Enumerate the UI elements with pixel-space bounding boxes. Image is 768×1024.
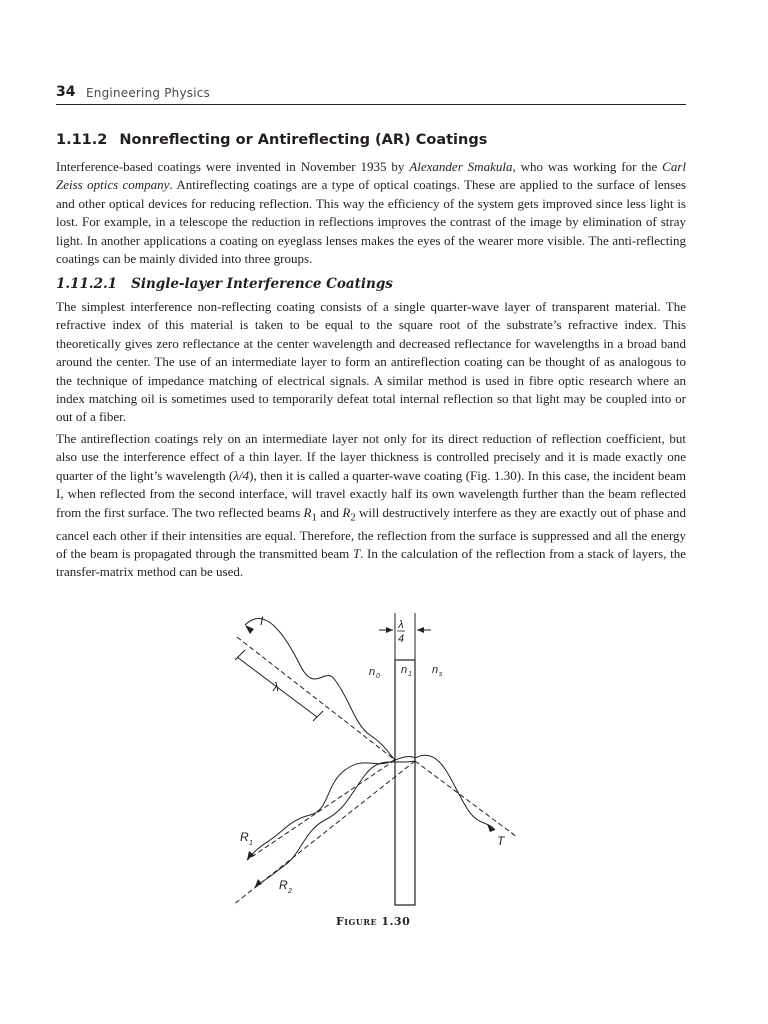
- label-r2: R: [279, 878, 288, 892]
- book-title: Engineering Physics: [86, 86, 210, 100]
- section-number: 1.11.2: [56, 132, 108, 148]
- subsection-title: Single-layer Interference Coatings: [131, 276, 393, 292]
- coating-layer: [395, 660, 415, 905]
- label-wavelength: λ: [273, 680, 279, 694]
- label-n0-sub: 0: [376, 673, 380, 680]
- label-quarter-num: λ: [398, 619, 404, 631]
- paragraph-intro: Interference-based coatings were invented in November 1935 by Alexander Smakula, who was working for the Carl Zeiss optics company. Antireflecting coatings are a type of optical coatings. These are applied to the surface of lenses and other optical devices for reducing reflection. This way the efficiency of the system gets improved since less light is lost. For example, in a telescope the reduction in reflections improves the contrast of the image by elimination of stray light. In another applications a coating on eyeglass lenses makes the eyes of the wearer more visible. The anti-reflecting coatings can be mainly divided into three groups.: [56, 159, 686, 267]
- label-r2-sub: 2: [288, 888, 292, 895]
- company-name: Carl Zeiss optics company: [56, 159, 686, 193]
- paragraph-single-layer: The simplest interference non-reflecting coating consists of a single quarter-wave layer of transparent material. The refractive index of this material is taken to be equal to the square root of the substrate’s refractive index. This theoretically gives zero reflectance at the center wavelength and decreased reflectance for wavelengths in a broad band around the center. The use of an intermediate layer to form an antireflection coating can be thought of as analogous to the technique of impedance matching of electrical signals. A similar method is used in fibre optic research where an index matching oil is sometimes used to temporarily defeat total internal reflection so that light may be coupled into or out of a fiber.: [56, 299, 686, 425]
- section-heading: [56, 132, 487, 148]
- label-n0: n: [369, 666, 376, 678]
- subsection-heading: [56, 276, 393, 292]
- thickness-arrowhead-left: [386, 627, 393, 633]
- incident-axis: [237, 637, 395, 760]
- wavelength-tick-2: [313, 711, 323, 721]
- section-title: Nonreflecting or Antireflecting (AR) Coatings: [119, 132, 488, 148]
- label-r1-sub: 1: [249, 840, 253, 847]
- reflected-axis-1: [247, 760, 395, 860]
- figure-diagram: [225, 605, 525, 910]
- figure-caption: Figure 1.30: [336, 915, 411, 928]
- figure-quarter-wave-coating: [225, 605, 525, 910]
- running-head: [56, 84, 686, 105]
- label-r1: R: [240, 830, 249, 844]
- lambda-quarter: λ/4: [233, 467, 250, 483]
- label-n1: n: [401, 664, 408, 676]
- inventor-name: Alexander Smakula: [409, 159, 513, 174]
- label-n1-sub: 1: [408, 671, 412, 678]
- label-ns-sub: s: [439, 671, 443, 678]
- reflected-wave-r2: [255, 761, 415, 887]
- subsection-number: 1.11.2.1: [56, 276, 118, 292]
- r1-arrowhead: [247, 851, 254, 860]
- layer-wave: [395, 757, 415, 760]
- incident-wave: [245, 619, 395, 760]
- incident-arrowhead: [245, 625, 254, 634]
- wavelength-tick-1: [235, 650, 245, 660]
- label-quarter-den: 4: [397, 633, 405, 645]
- paragraph-quarter-wave: The antireflection coatings rely on an intermediate layer not only for its direct reduction of reflection coefficient, but also use the interference effect of a thin layer. If the layer thickness is controlled precisely and it is made exactly one quarter of the light’s wavelength (λ/4), then it is called a quarter-wave coating (Fig. 1.30). In this case, the incident beam I, when reflected from the second interface, will travel exactly half its own wavelength further than the beam reflected from the first surface. The two reflected beams $R_1$ and $R_2$ will destructively interfere as they are exactly out of phase and cancel each other if their intensities are equal. Therefore, the reflection from the surface is suppressed and all the energy of the beam is propagated through the transmitted beam T. In the calculation of the reflection from a stack of layers, the transfer-matrix method can be used.: [56, 431, 687, 580]
- transmitted-axis: [415, 761, 517, 837]
- label-transmitted: T: [497, 834, 505, 848]
- thickness-arrowhead-right: [417, 627, 424, 633]
- r2-arrowhead: [255, 879, 262, 887]
- label-ns: n: [432, 664, 439, 676]
- label-incident: I: [260, 614, 264, 628]
- page-number: 34: [56, 84, 76, 100]
- transmitted-wave: [415, 755, 495, 830]
